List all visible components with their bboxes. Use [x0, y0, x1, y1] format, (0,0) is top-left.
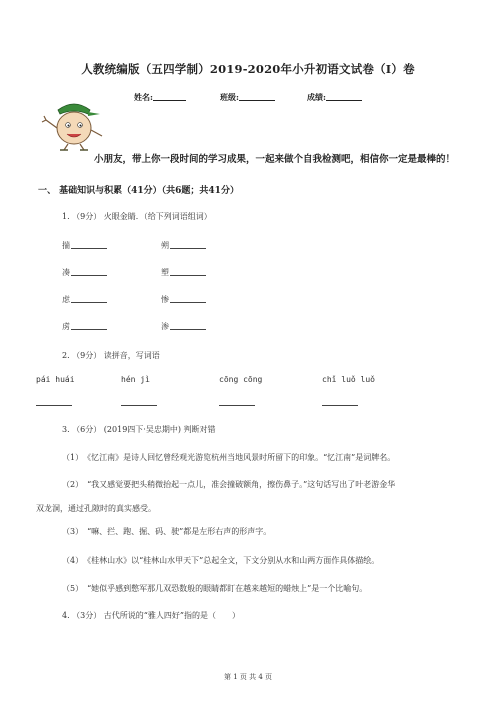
question-1-title: 1. （9分） 火眼金睛．（给下列词语组词）: [62, 212, 212, 221]
word-char: 惨: [161, 295, 169, 304]
word-char: 揣: [62, 241, 70, 250]
answer-line[interactable]: [219, 405, 255, 406]
encouragement-text: 小朋友，带上你一段时间的学习成果，一起来做个自我检测吧，相信你一定是最棒的！: [94, 154, 456, 165]
true-false-item: （2） “我又感觉要把头稍微抬起一点儿，准会撞破额角，擦伤鼻子。”这句话写出了叶老游金华: [62, 480, 396, 489]
true-false-item: （1） 《忆江南》是诗人回忆曾经观光游览杭州当地风景时所留下的印象。“忆江南”是词牌名。: [62, 453, 396, 462]
class-label: 班级:: [220, 92, 239, 102]
answer-line[interactable]: [71, 240, 107, 249]
word-blank: [161, 321, 206, 332]
score-field: [307, 92, 362, 103]
score-label: 成绩:: [307, 92, 326, 102]
question-2-title: 2. （9分） 读拼音，写词语: [62, 351, 160, 360]
answer-line[interactable]: [71, 267, 107, 276]
word-blank: [161, 240, 206, 251]
score-blank: [326, 92, 362, 101]
section-heading: 一、 基础知识与积累（41分）（共6题；共41分）: [38, 186, 239, 196]
answer-line[interactable]: [170, 294, 206, 303]
word-blank: [62, 267, 107, 278]
true-false-item: （3） “嘛、拦、跑、掘、码、驶”都是左形右声的形声字。: [62, 527, 272, 536]
pinyin-label: pái huái: [36, 375, 75, 384]
class-blank: [239, 92, 275, 101]
answer-line[interactable]: [170, 321, 206, 330]
word-blank: [62, 321, 107, 332]
answer-line[interactable]: [121, 405, 157, 406]
name-blank: [153, 92, 186, 101]
word-blank: [62, 240, 107, 251]
answer-line[interactable]: [36, 405, 72, 406]
word-char: 凑: [62, 268, 70, 277]
question-4-title: 4. （3分） 古代所说的“雅人四好”指的是（ ）: [62, 611, 240, 620]
pinyin-label: hén jì: [121, 375, 150, 384]
word-char: 塑: [161, 268, 169, 277]
answer-line[interactable]: [71, 321, 107, 330]
page-footer: 第 1 页 共 4 页: [223, 673, 273, 681]
question-3-title: 3. （6分） (2019四下·吴忠期中) 判断对错: [62, 425, 216, 434]
word-blank: [161, 267, 206, 278]
word-char: 朔: [161, 241, 169, 250]
name-label: 姓名:: [134, 92, 153, 102]
word-char: 虑: [62, 295, 70, 304]
word-blank: [62, 294, 107, 305]
word-blank: [161, 294, 206, 305]
mascot-illustration: [38, 100, 110, 152]
name-field: [134, 92, 186, 103]
true-false-item: （5） “她似乎感到憋军那几双恐数般的眼睛都盯在越来越短的蜡烛上”是一个比喻句。: [62, 584, 368, 593]
answer-line[interactable]: [322, 405, 358, 406]
answer-line[interactable]: [170, 267, 206, 276]
pinyin-label: cōng cōng: [219, 375, 263, 384]
word-char: 渗: [161, 322, 169, 331]
class-field: [220, 92, 275, 103]
word-char: 虏: [62, 322, 70, 331]
paper-title: 人教统编版（五四学制）2019-2020年小升初语文试卷（I）卷: [81, 62, 415, 76]
true-false-item: （4） 《桂林山水》以“桂林山水甲天下”总起全文，下文分别从水和山两方面作具体描绘。: [62, 556, 380, 565]
answer-line[interactable]: [71, 294, 107, 303]
true-false-item-continued: 双龙洞，通过孔隙时的真实感受。: [36, 504, 156, 513]
pinyin-label: chǐ luǒ luǒ: [322, 375, 375, 384]
answer-line[interactable]: [170, 240, 206, 249]
